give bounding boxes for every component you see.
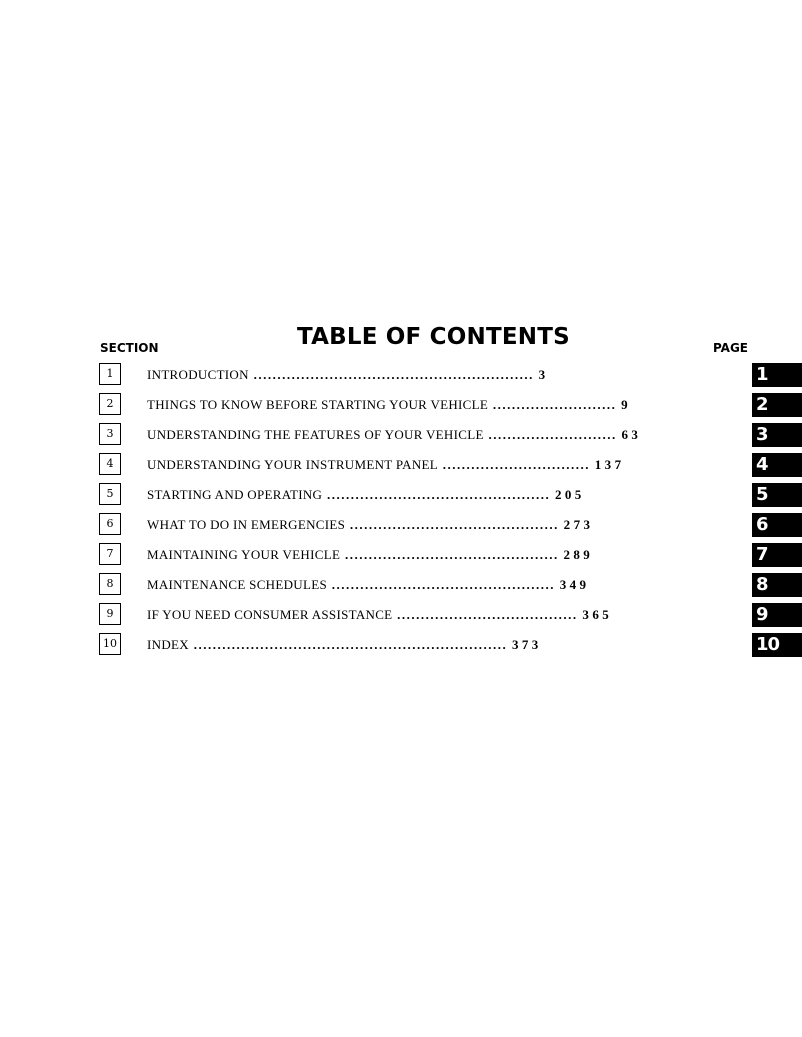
entry-title: WHAT TO DO IN EMERGENCIES — [147, 518, 346, 532]
page-title: TABLE OF CONTENTS — [297, 324, 570, 350]
section-number-box: 3 — [99, 423, 121, 445]
entry-title: MAINTAINING YOUR VEHICLE — [147, 548, 341, 562]
page-number: 365 — [582, 608, 613, 622]
section-thumb-tab[interactable]: 10 — [752, 633, 802, 657]
toc-entry[interactable] — [147, 398, 752, 412]
toc-entry[interactable] — [147, 428, 752, 442]
page-number: 3 — [538, 368, 549, 382]
leader-dots: ...................................... — [392, 608, 583, 622]
toc-entry[interactable] — [147, 548, 752, 562]
toc-row-2[interactable] — [0, 393, 802, 423]
toc-entry[interactable] — [147, 638, 752, 652]
toc-entry[interactable] — [147, 608, 752, 622]
entry-title: UNDERSTANDING THE FEATURES OF YOUR VEHICLE — [147, 428, 484, 442]
toc-list — [0, 363, 802, 663]
leader-dots: ........................... — [483, 428, 622, 442]
entry-title: THINGS TO KNOW BEFORE STARTING YOUR VEHICLE — [147, 398, 489, 412]
toc-row-5[interactable] — [0, 483, 802, 513]
entry-title: IF YOU NEED CONSUMER ASSISTANCE — [147, 608, 393, 622]
leader-dots: ........................................................... — [248, 368, 539, 382]
leader-dots: ............................................ — [345, 518, 564, 532]
page-number: 273 — [563, 518, 594, 532]
toc-row-10[interactable] — [0, 633, 802, 663]
toc-entry[interactable] — [147, 578, 752, 592]
section-number-box: 1 — [99, 363, 121, 385]
entry-title: STARTING AND OPERATING — [147, 488, 323, 502]
page-number: 9 — [621, 398, 632, 412]
section-thumb-tab[interactable]: 7 — [752, 543, 802, 567]
entry-title: MAINTENANCE SCHEDULES — [147, 578, 327, 592]
toc-row-6[interactable] — [0, 513, 802, 543]
toc-entry[interactable] — [147, 458, 752, 472]
page-column-label: PAGE — [712, 341, 748, 355]
page-number: 349 — [559, 578, 590, 592]
entry-title: INDEX — [147, 638, 189, 652]
toc-row-8[interactable] — [0, 573, 802, 603]
leader-dots: ............................................... — [327, 578, 560, 592]
section-number-box: 6 — [99, 513, 121, 535]
section-number-box: 9 — [99, 603, 121, 625]
toc-entry[interactable] — [147, 518, 752, 532]
leader-dots: .......................... — [488, 398, 622, 412]
entry-title: INTRODUCTION — [147, 368, 249, 382]
section-thumb-tab[interactable]: 2 — [752, 393, 802, 417]
toc-row-9[interactable] — [0, 603, 802, 633]
page-number: 205 — [554, 488, 585, 502]
section-number-box: 5 — [99, 483, 121, 505]
toc-header — [100, 324, 750, 360]
section-number-box: 10 — [99, 633, 121, 655]
page-number: 137 — [594, 458, 625, 472]
leader-dots: ............................... — [438, 458, 595, 472]
section-thumb-tab[interactable]: 9 — [752, 603, 802, 627]
section-number-box: 4 — [99, 453, 121, 475]
section-thumb-tab[interactable]: 1 — [752, 363, 802, 387]
toc-row-1[interactable] — [0, 363, 802, 393]
section-column-label: SECTION — [100, 341, 159, 355]
section-thumb-tab[interactable]: 8 — [752, 573, 802, 597]
section-thumb-tab[interactable]: 5 — [752, 483, 802, 507]
page-number: 289 — [563, 548, 594, 562]
toc-row-7[interactable] — [0, 543, 802, 573]
section-thumb-tab[interactable]: 6 — [752, 513, 802, 537]
leader-dots: .................................................................. — [188, 638, 512, 652]
section-number-box: 8 — [99, 573, 121, 595]
section-thumb-tab[interactable]: 3 — [752, 423, 802, 447]
leader-dots: ............................................... — [322, 488, 555, 502]
page-number: 63 — [621, 428, 642, 442]
section-thumb-tab[interactable]: 4 — [752, 453, 802, 477]
section-number-box: 2 — [99, 393, 121, 415]
toc-entry[interactable] — [147, 488, 752, 502]
entry-title: UNDERSTANDING YOUR INSTRUMENT PANEL — [147, 458, 439, 472]
toc-row-3[interactable] — [0, 423, 802, 453]
leader-dots: ............................................. — [340, 548, 564, 562]
page-number: 373 — [511, 638, 542, 652]
toc-row-4[interactable] — [0, 453, 802, 483]
toc-entry[interactable] — [147, 368, 752, 382]
section-number-box: 7 — [99, 543, 121, 565]
